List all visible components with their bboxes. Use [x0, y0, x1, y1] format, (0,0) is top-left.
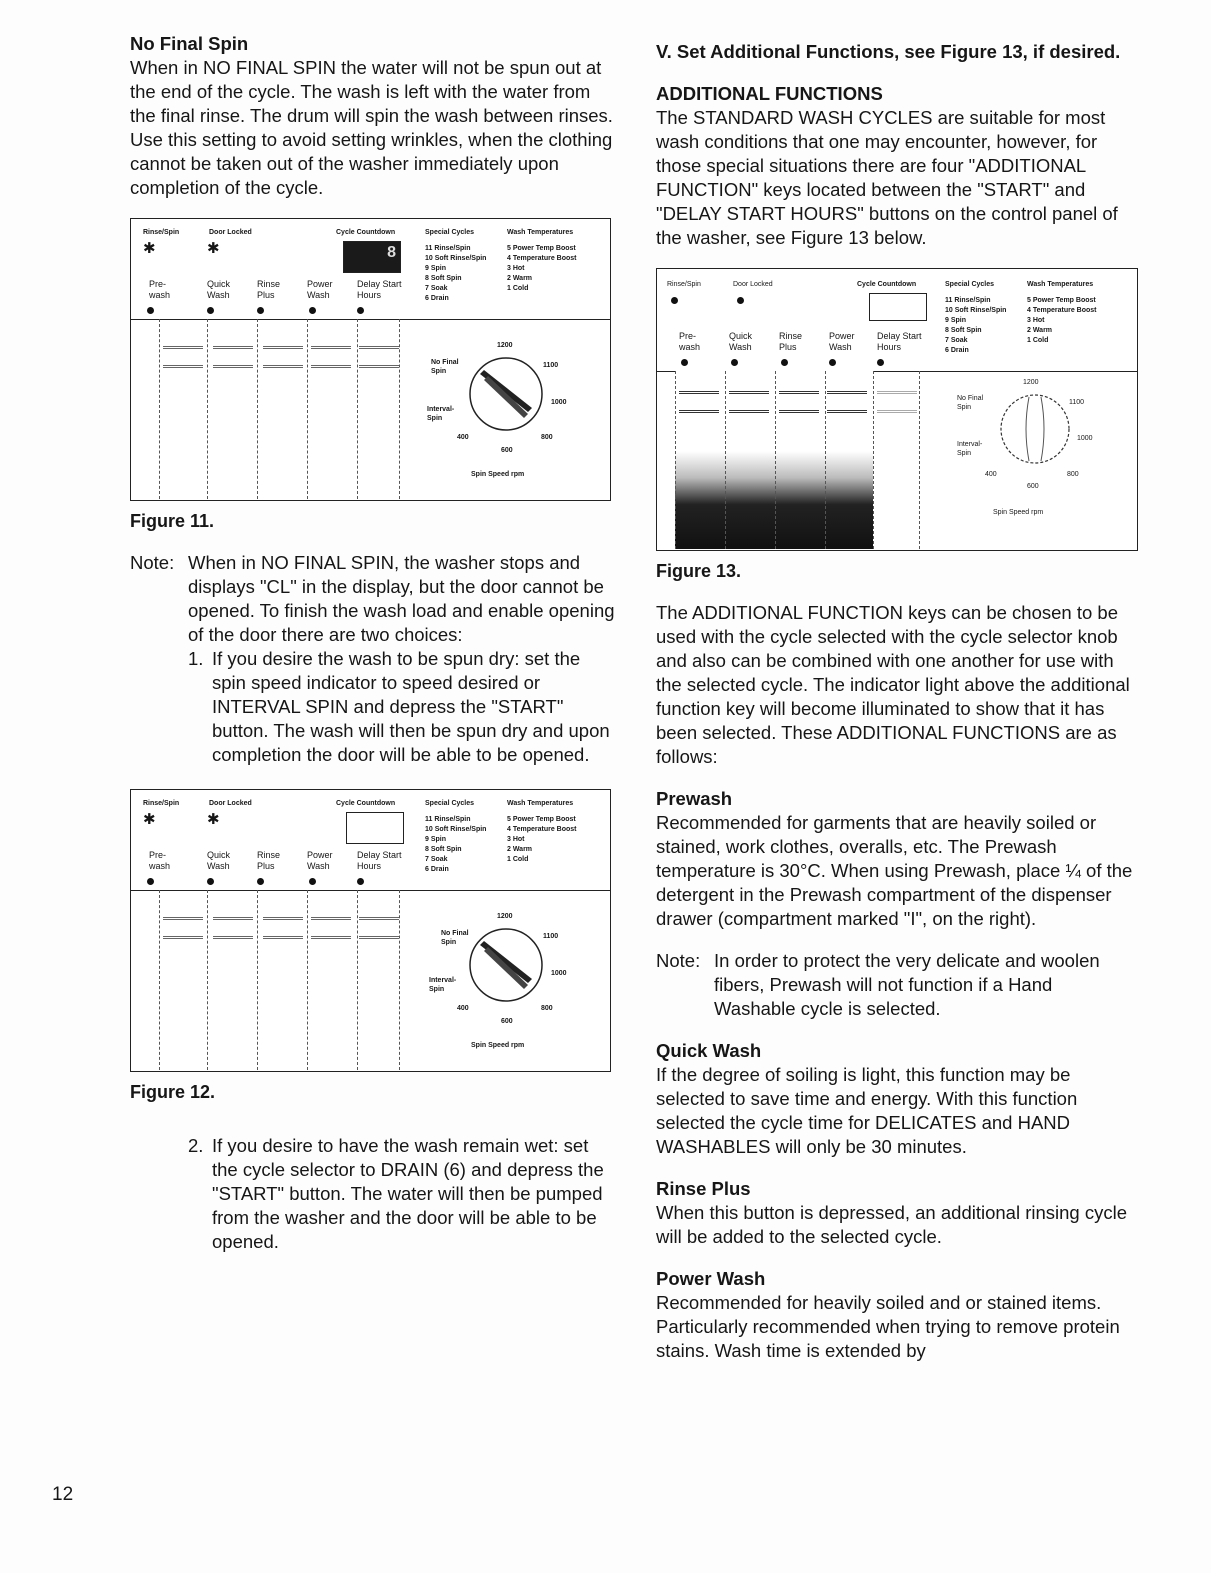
- page-number: 12: [52, 1484, 74, 1505]
- prewash-button[interactable]: Pre- wash: [679, 331, 701, 352]
- wash-temp-item: 3 Hot: [507, 836, 525, 843]
- speed-600: 600: [501, 1018, 513, 1025]
- wash-temp-item: 1 Cold: [507, 285, 529, 292]
- countdown-display: [343, 241, 401, 273]
- speed-1200: 1200: [497, 342, 513, 349]
- wash-temps-title: Wash Temperatures: [507, 800, 574, 807]
- wash-temp-item: 4 Temperature Boost: [507, 826, 577, 833]
- additional-functions-body: The STANDARD WASH CYCLES are suitable for most wash conditions that one may encounter, however, for those special situations there are four "ADDITIONAL FUNCTION" keys located between the "START" and "DELAY START HOURS" buttons on the control panel of the washer, see Figure 13 below.: [656, 107, 1118, 248]
- rinse-spin-indicator-icon: ✱: [143, 811, 156, 828]
- door-locked-indicator-icon: ✱: [207, 811, 220, 828]
- right-column: [656, 40, 1138, 1363]
- special-cycle-item: 10 Soft Rinse/Spin: [945, 307, 1007, 314]
- special-cycle-item: 8 Soft Spin: [425, 846, 462, 853]
- speed-600: 600: [1027, 483, 1039, 490]
- display-digit: 8: [387, 244, 396, 261]
- dispenser-graphic: [163, 917, 203, 939]
- wash-temp-item: 4 Temperature Boost: [507, 255, 577, 262]
- door-locked-indicator-icon: ✱: [207, 240, 220, 257]
- dispenser-graphic: [359, 917, 399, 939]
- no-final-spin-heading: No Final Spin: [130, 33, 249, 54]
- special-cycles-title: Special Cycles: [945, 281, 995, 288]
- rinse-plus-button[interactable]: Rinse Plus: [779, 331, 803, 352]
- wash-temp-item: 1 Cold: [1027, 337, 1049, 344]
- section-v-heading: V. Set Additional Functions, see Figure 13, if desired.: [656, 41, 1121, 62]
- rinse-spin-label: Rinse/Spin: [143, 229, 180, 236]
- power-wash-heading: Power Wash: [656, 1268, 766, 1289]
- interval-spin-label: Interval-: [957, 441, 983, 448]
- no-final-spin-label: Spin: [431, 368, 447, 375]
- special-cycle-item: 9 Spin: [425, 265, 447, 272]
- countdown-display: [346, 812, 404, 844]
- dispenser-graphic: [163, 346, 203, 368]
- interval-spin-label: Spin: [427, 415, 443, 422]
- quick-wash-body: If the degree of soiling is light, this function may be selected to save time and energy. With this function selected the cycle time for DELICATES and HAND WASHABLES will only be 30 minutes.: [656, 1064, 1078, 1157]
- quick-wash-button[interactable]: Quick Wash: [207, 850, 231, 871]
- item-number: 1.: [188, 648, 204, 669]
- rinse-spin-indicator-icon: ✱: [143, 240, 156, 257]
- no-final-spin-body: When in NO FINAL SPIN the water will not be spun out at the end of the cycle. The wash is left with the water from the final rinse. The drum will spin the wash between rinses. Use this setting to avoid setting wrinkles, when the clothing cannot be taken out of the washer immediately upon completion of the cycle.: [130, 57, 613, 198]
- prewash-body: Recommended for garments that are heavily soiled or stained, work clothes, overalls, etc. The Prewash temperature is 30°C. When using Prewash, place ¼ of the detergent in the Prewash compartment of the dispenser drawer (compartment marked "I", on the right).: [656, 812, 1133, 929]
- delay-start-button[interactable]: Delay Start Hours: [357, 279, 402, 300]
- speed-400: 400: [457, 434, 469, 441]
- wash-temps-title: Wash Temperatures: [507, 229, 574, 236]
- dispenser-graphic: [779, 391, 819, 413]
- additional-functions-heading: ADDITIONAL FUNCTIONS: [656, 83, 883, 104]
- no-final-spin-label: No Final: [431, 359, 459, 366]
- power-wash-body: Recommended for heavily soiled and or stained items. Particularly recommended when trying to remove protein stains. Wash time is extended by: [656, 1292, 1120, 1361]
- power-wash-button[interactable]: Power Wash: [307, 279, 333, 300]
- wash-temp-item: 5 Power Temp Boost: [507, 245, 576, 252]
- note-label: Note:: [656, 950, 701, 971]
- no-final-spin-label: Spin: [957, 404, 972, 411]
- cycle-countdown-label: Cycle Countdown: [336, 800, 396, 807]
- delay-start-indicator: [357, 307, 364, 314]
- quick-wash-button[interactable]: Quick Wash: [207, 279, 231, 300]
- special-cycle-item: 7 Soak: [945, 337, 968, 344]
- no-final-spin-label: No Final: [441, 930, 469, 937]
- interval-spin-label: Spin: [957, 450, 972, 457]
- dispenser-graphic: [359, 346, 399, 368]
- countdown-display: [869, 293, 927, 321]
- interval-spin-label: Spin: [429, 986, 445, 993]
- note-label: Note:: [130, 552, 175, 573]
- item-number: 2.: [188, 1135, 204, 1156]
- wash-temp-item: 3 Hot: [507, 265, 525, 272]
- wash-temp-item: 2 Warm: [507, 275, 533, 282]
- speed-800: 800: [1067, 471, 1079, 478]
- cycle-countdown-label: Cycle Countdown: [857, 281, 917, 288]
- delay-start-button[interactable]: Delay Start Hours: [357, 850, 402, 871]
- wash-temp-item: 1 Cold: [507, 856, 529, 863]
- cycle-countdown-label: Cycle Countdown: [336, 229, 396, 236]
- prewash-note: [656, 949, 1138, 1021]
- special-cycle-item: 11 Rinse/Spin: [425, 245, 471, 252]
- delay-start-indicator: [877, 359, 884, 366]
- special-cycles-title: Special Cycles: [425, 800, 475, 807]
- spin-speed-knob[interactable]: [995, 389, 1075, 469]
- dispenser-graphic: [213, 346, 253, 368]
- dispenser-graphic: [729, 391, 769, 413]
- door-locked-indicator: [737, 297, 744, 304]
- rinse-spin-indicator: [671, 297, 678, 304]
- item-text: If you desire to have the wash remain wet: set the cycle selector to DRAIN (6) and depress the "START" button. The water will then be pumped from the washer and the door will be able to be opened.: [212, 1135, 604, 1252]
- special-cycles-title: Special Cycles: [425, 229, 475, 236]
- no-final-spin-label: No Final: [957, 395, 984, 402]
- wash-temps-title: Wash Temperatures: [1027, 281, 1094, 288]
- special-cycle-item: 11 Rinse/Spin: [425, 816, 471, 823]
- power-wash-indicator: [309, 307, 316, 314]
- speed-800: 800: [541, 1005, 553, 1012]
- wash-temp-item: 2 Warm: [1027, 327, 1053, 334]
- door-locked-label: Door Locked: [209, 229, 252, 236]
- no-final-spin-label: Spin: [441, 939, 457, 946]
- note-text: When in NO FINAL SPIN, the washer stops and displays "CL" in the display, but the door cannot be opened. To finish the wash load and enable opening of the door there are two choices:: [188, 552, 615, 645]
- dispenser-graphic: [827, 391, 867, 413]
- prewash-heading: Prewash: [656, 788, 733, 809]
- wash-temp-item: 5 Power Temp Boost: [507, 816, 576, 823]
- power-wash-indicator: [829, 359, 836, 366]
- wash-temp-item: 3 Hot: [1027, 317, 1045, 324]
- wash-temp-item: 2 Warm: [507, 846, 533, 853]
- rinse-spin-label: Rinse/Spin: [667, 281, 701, 288]
- spin-speed-label: Spin Speed rpm: [471, 471, 525, 478]
- special-cycle-item: 7 Soak: [425, 856, 448, 863]
- speed-1200: 1200: [497, 913, 513, 920]
- dispenser-graphic: [877, 391, 917, 413]
- quick-wash-button[interactable]: Quick Wash: [729, 331, 753, 352]
- prewash-button[interactable]: Pre- wash: [149, 850, 171, 871]
- special-cycle-item: 8 Soft Spin: [425, 275, 462, 282]
- speed-400: 400: [985, 471, 997, 478]
- speed-800: 800: [541, 434, 553, 441]
- special-cycle-item: 11 Rinse/Spin: [945, 297, 991, 304]
- quick-wash-indicator: [207, 878, 214, 885]
- speed-1100: 1100: [543, 933, 559, 940]
- figure-11-panel: [130, 218, 611, 501]
- power-wash-button[interactable]: Power Wash: [307, 850, 333, 871]
- note-block: [130, 551, 615, 647]
- figure-12-caption: Figure 12.: [130, 1082, 216, 1102]
- dispenser-graphic: [263, 917, 303, 939]
- spin-speed-label: Spin Speed rpm: [993, 509, 1044, 516]
- figure-12-panel: [130, 789, 611, 1072]
- dispenser-graphic: [311, 917, 351, 939]
- quick-wash-heading: Quick Wash: [656, 1040, 762, 1061]
- special-cycle-item: 10 Soft Rinse/Spin: [425, 255, 487, 262]
- spin-speed-knob[interactable]: [466, 925, 546, 1005]
- note-text: In order to protect the very delicate and woolen fibers, Prewash will not function if a Hand Washable cycle is selected.: [714, 950, 1100, 1019]
- prewash-indicator: [147, 878, 154, 885]
- speed-1200: 1200: [1023, 379, 1039, 386]
- rinse-plus-indicator: [257, 307, 264, 314]
- speed-1000: 1000: [1077, 435, 1093, 442]
- rinse-plus-indicator: [781, 359, 788, 366]
- rinse-spin-label: Rinse/Spin: [143, 800, 180, 807]
- quick-wash-indicator: [207, 307, 214, 314]
- spin-speed-label: Spin Speed rpm: [471, 1042, 525, 1049]
- prewash-indicator: [681, 359, 688, 366]
- delay-start-indicator: [357, 878, 364, 885]
- note-item-1: [188, 647, 615, 767]
- special-cycle-item: 10 Soft Rinse/Spin: [425, 826, 487, 833]
- rinse-plus-button[interactable]: Rinse Plus: [257, 850, 281, 871]
- speed-1100: 1100: [543, 362, 559, 369]
- delay-start-button[interactable]: Delay Start Hours: [877, 331, 922, 352]
- rinse-plus-indicator: [257, 878, 264, 885]
- rinse-plus-heading: Rinse Plus: [656, 1178, 751, 1199]
- dispenser-graphic: [311, 346, 351, 368]
- door-locked-label: Door Locked: [209, 800, 252, 807]
- interval-spin-label: Interval-: [427, 406, 455, 413]
- special-cycle-item: 9 Spin: [425, 836, 447, 843]
- door-locked-label: Door Locked: [733, 281, 773, 288]
- speed-1000: 1000: [551, 399, 567, 406]
- power-wash-indicator: [309, 878, 316, 885]
- prewash-indicator: [147, 307, 154, 314]
- speed-1100: 1100: [1069, 399, 1085, 406]
- quick-wash-indicator: [731, 359, 738, 366]
- left-column: [130, 32, 615, 1254]
- speed-400: 400: [457, 1005, 469, 1012]
- special-cycle-item: 6 Drain: [425, 295, 449, 302]
- spin-speed-knob[interactable]: [466, 354, 546, 434]
- special-cycle-item: 6 Drain: [945, 347, 969, 354]
- rinse-plus-body: When this button is depressed, an additional rinsing cycle will be added to the selected cycle.: [656, 1202, 1127, 1247]
- figure-13-panel: [656, 268, 1138, 551]
- special-cycle-item: 7 Soak: [425, 285, 448, 292]
- item-text: If you desire the wash to be spun dry: set the spin speed indicator to speed desired or INTERVAL SPIN and depress the "START" button. The wash will then be spun dry and upon completion the door will be able to be opened.: [212, 648, 610, 765]
- dispenser-graphic: [263, 346, 303, 368]
- rinse-plus-button[interactable]: Rinse Plus: [257, 279, 281, 300]
- dispenser-graphic: [213, 917, 253, 939]
- dispenser-graphic: [679, 391, 719, 413]
- note-item-2: [188, 1134, 615, 1254]
- prewash-button[interactable]: Pre- wash: [149, 279, 171, 300]
- special-cycle-item: 8 Soft Spin: [945, 327, 982, 334]
- special-cycle-item: 9 Spin: [945, 317, 967, 324]
- figure-11-caption: Figure 11.: [130, 511, 215, 531]
- special-cycle-item: 6 Drain: [425, 866, 449, 873]
- speed-1000: 1000: [551, 970, 567, 977]
- wash-temp-item: 4 Temperature Boost: [1027, 307, 1097, 314]
- figure-13-caption: Figure 13.: [656, 561, 742, 581]
- additional-functions-body-2: The ADDITIONAL FUNCTION keys can be chosen to be used with the cycle selected with the cycle selector knob and also can be combined with one another for use with the selected cycle. The indicator light above the additional function key will become illuminated to show that it has been selected. These ADDITIONAL FUNCTIONS are as follows:: [656, 602, 1130, 767]
- wash-temp-item: 5 Power Temp Boost: [1027, 297, 1096, 304]
- interval-spin-label: Interval-: [429, 977, 457, 984]
- speed-600: 600: [501, 447, 513, 454]
- power-wash-button[interactable]: Power Wash: [829, 331, 855, 352]
